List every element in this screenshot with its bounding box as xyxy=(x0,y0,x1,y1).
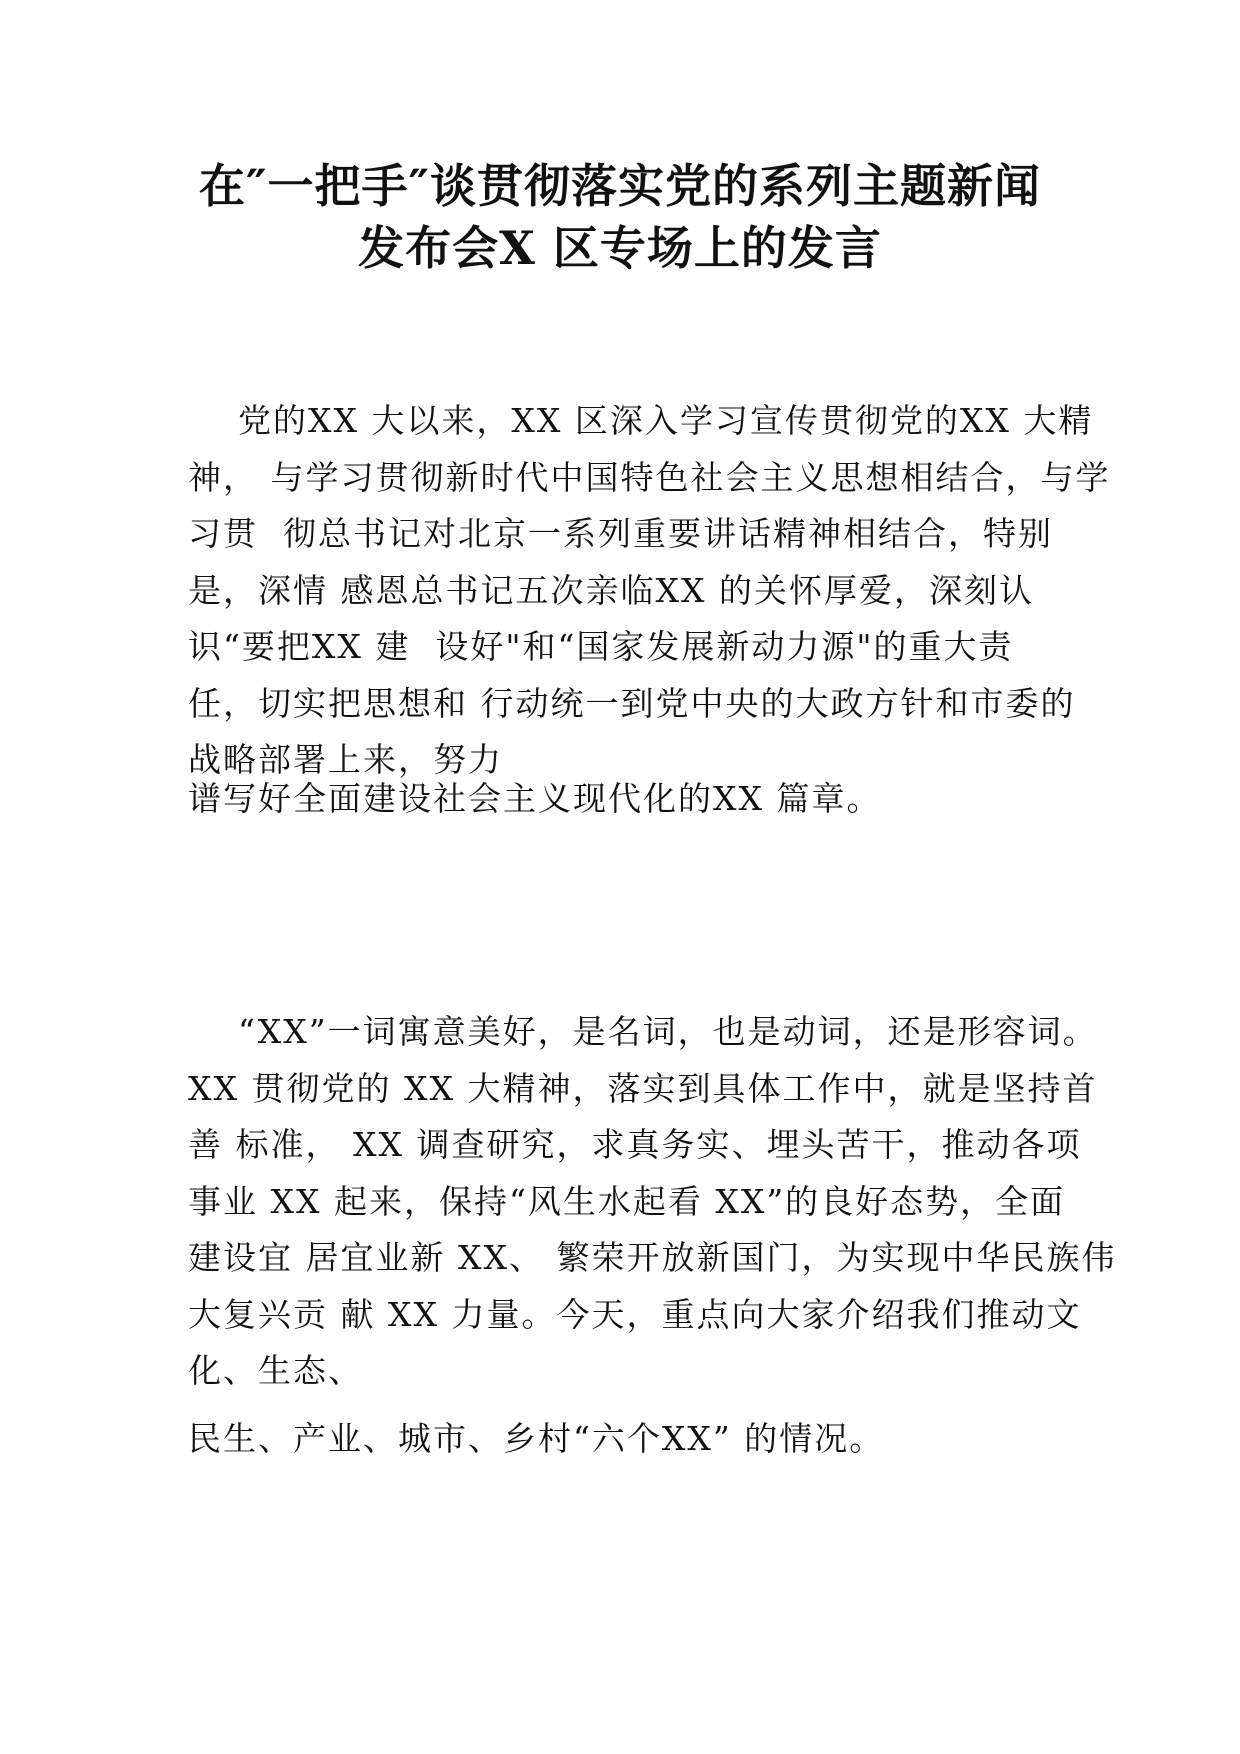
paragraph-2 xyxy=(188,1004,1117,1400)
title-line-2: 发布会X 区专场上的发言 xyxy=(358,221,882,275)
paragraph-1-line: 战略部署上来，努力 xyxy=(188,740,503,779)
paragraph-1-line: 是，深情 感恩总书记五次亲临XX 的关怀厚爱，深刻认 xyxy=(188,570,1034,610)
paragraph-2-line: “XX”一词寓意美好，是名词，也是动词，还是形容词。 xyxy=(188,1012,1098,1051)
paragraph-1-tail xyxy=(188,771,1068,828)
paragraph-1 xyxy=(188,393,1111,789)
document-title xyxy=(150,155,1090,279)
paragraph-1-tail-line: 谱写好全面建设社会主义现代化的XX 篇章。 xyxy=(188,779,882,818)
paragraph-1-line: 习贯 彻总书记对北京一系列重要讲话精神相结合，特别 xyxy=(188,514,1053,553)
paragraph-2-line: 建设宜 居宜业新 XX、 繁荣开放新国门，为实现中华民族伟 xyxy=(188,1238,1117,1277)
paragraph-1-line: 识“要把XX 建 设好"和“国家发展新动力源"的重大责 xyxy=(188,627,1014,666)
paragraph-2-line: 事业 XX 起来，保持“风生水起看 XX”的良好态势，全面 xyxy=(188,1181,1066,1221)
paragraph-1-line: 神， 与学习贯彻新时代中国特色社会主义思想相结合，与学 xyxy=(188,457,1111,497)
paragraph-2-line: XX 贯彻党的 XX 大精神，落实到具体工作中，就是坚持首 xyxy=(188,1068,1098,1108)
paragraph-2-line: 化、生态、 xyxy=(188,1351,363,1390)
paragraph-2-tail xyxy=(188,1411,1068,1468)
paragraph-2-line: 善 标准， XX 调查研究，求真务实、埋头苦干，推动各项 xyxy=(188,1125,1082,1164)
paragraph-2-line: 大复兴贡 献 XX 力量。今天，重点向大家介绍我们推动文 xyxy=(188,1294,1082,1334)
paragraph-1-line: 党的XX 大以来，XX 区深入学习宣传贯彻党的XX 大精 xyxy=(188,401,1094,440)
title-line-1: 在″一把手″谈贯彻落实党的系列主题新闻 xyxy=(198,159,1042,213)
paragraph-1-line: 任，切实把思想和 行动统一到党中央的大政方针和市委的 xyxy=(188,683,1076,723)
paragraph-2-tail-line: 民生、产业、城市、乡村“六个XX” 的情况。 xyxy=(188,1419,885,1458)
